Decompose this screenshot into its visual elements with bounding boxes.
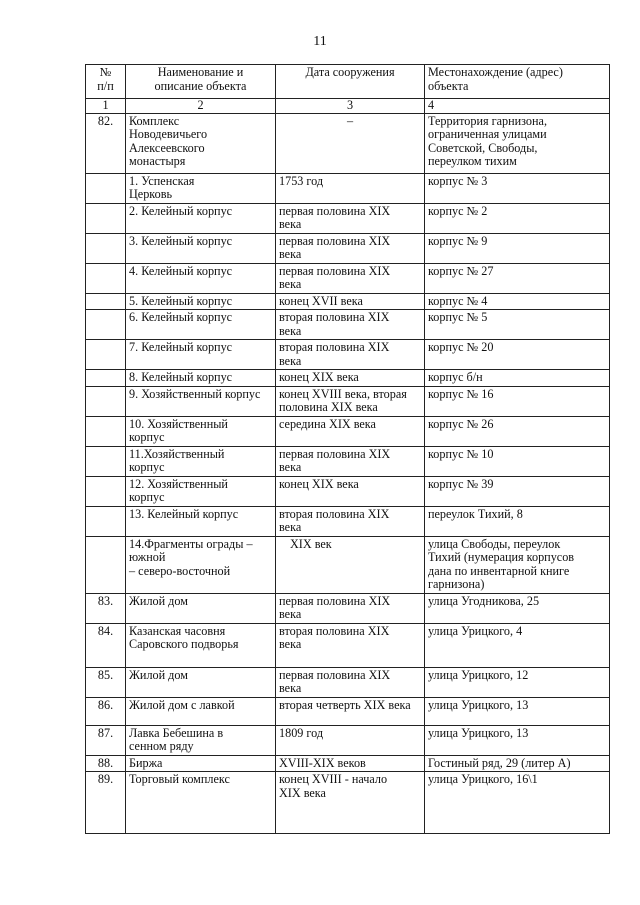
table-row xyxy=(86,370,610,387)
object-name: Лавка Бебешина в сенном ряду xyxy=(126,725,276,755)
object-location: корпус б/н xyxy=(425,370,610,387)
construction-date: вторая половина XIX века xyxy=(276,506,425,536)
table-row xyxy=(86,310,610,340)
object-location: корпус № 5 xyxy=(425,310,610,340)
object-name: 11.Хозяйственный корпус xyxy=(126,446,276,476)
object-name: 5. Келейный корпус xyxy=(126,293,276,310)
construction-date: вторая половина XIX века xyxy=(276,340,425,370)
row-number: 89. xyxy=(86,772,126,834)
row-number: 87. xyxy=(86,725,126,755)
object-location: улица Урицкого, 16\1 xyxy=(425,772,610,834)
object-location: корпус № 16 xyxy=(425,386,610,416)
row-number xyxy=(86,340,126,370)
page-number: 11 xyxy=(313,34,327,49)
table-row xyxy=(86,386,610,416)
header-date: Дата сооружения xyxy=(276,65,425,99)
table-row xyxy=(86,697,610,725)
construction-date: первая половина XIX века xyxy=(276,446,425,476)
object-name: 7. Келейный корпус xyxy=(126,340,276,370)
table-row xyxy=(86,623,610,667)
heritage-objects-table xyxy=(85,64,610,834)
row-number xyxy=(86,446,126,476)
row-number xyxy=(86,386,126,416)
row-number: 88. xyxy=(86,755,126,772)
table-row xyxy=(86,293,610,310)
table-row xyxy=(86,476,610,506)
object-name: Жилой дом xyxy=(126,593,276,623)
row-number xyxy=(86,233,126,263)
construction-date: вторая половина XIX века xyxy=(276,623,425,667)
construction-date: конец XVIII - начало XIX века xyxy=(276,772,425,834)
object-name: 2. Келейный корпус xyxy=(126,203,276,233)
header-name: Наименование и описание объекта xyxy=(126,65,276,99)
object-location: улица Свободы, переулок Тихий (нумерация корпусов дана по инвентарной книге гарнизона) xyxy=(425,536,610,593)
construction-date: конец XVIII века, вторая половина XIX века xyxy=(276,386,425,416)
object-location: корпус № 20 xyxy=(425,340,610,370)
construction-date: вторая четверть XIX века xyxy=(276,697,425,725)
row-number: 83. xyxy=(86,593,126,623)
object-name: Жилой дом с лавкой xyxy=(126,697,276,725)
construction-date: XIX век xyxy=(276,536,425,593)
object-name: 4. Келейный корпус xyxy=(126,263,276,293)
object-location: корпус № 9 xyxy=(425,233,610,263)
row-number xyxy=(86,293,126,310)
object-name: 14.Фрагменты ограды – южной – северо-восточной xyxy=(126,536,276,593)
object-location: Гостиный ряд, 29 (литер А) xyxy=(425,755,610,772)
construction-date: 1753 год xyxy=(276,173,425,203)
construction-date: первая половина XIX века xyxy=(276,263,425,293)
table-row xyxy=(86,593,610,623)
table-row xyxy=(86,203,610,233)
row-number: 85. xyxy=(86,667,126,697)
table-row xyxy=(86,755,610,772)
header-location: Местонахождение (адрес) объекта xyxy=(425,65,610,99)
object-location: улица Урицкого, 13 xyxy=(425,725,610,755)
construction-date: – xyxy=(276,113,425,173)
object-name: Торговый комплекс xyxy=(126,772,276,834)
object-location: корпус № 27 xyxy=(425,263,610,293)
object-location: Территория гарнизона, ограниченная улицами Советской, Свободы, переулком тихим xyxy=(425,113,610,173)
object-name: 8. Келейный корпус xyxy=(126,370,276,387)
construction-date: конец XIX века xyxy=(276,370,425,387)
row-number xyxy=(86,506,126,536)
object-location: корпус № 3 xyxy=(425,173,610,203)
table-row xyxy=(86,113,610,173)
table-row xyxy=(86,536,610,593)
object-name: 9. Хозяйственный корпус xyxy=(126,386,276,416)
construction-date: середина XIX века xyxy=(276,416,425,446)
table-row xyxy=(86,506,610,536)
row-number: 86. xyxy=(86,697,126,725)
object-location: улица Угодникова, 25 xyxy=(425,593,610,623)
header-num: № п/п xyxy=(86,65,126,99)
object-name: 3. Келейный корпус xyxy=(126,233,276,263)
object-name: 1. Успенская Церковь xyxy=(126,173,276,203)
row-number xyxy=(86,203,126,233)
object-location: корпус № 26 xyxy=(425,416,610,446)
object-location: улица Урицкого, 4 xyxy=(425,623,610,667)
object-name: Комплекс Новодевичьего Алексеевского монастыря xyxy=(126,113,276,173)
construction-date: XVIII-XIX веков xyxy=(276,755,425,772)
table-row xyxy=(86,416,610,446)
object-name: 12. Хозяйственный корпус xyxy=(126,476,276,506)
construction-date: первая половина XIX века xyxy=(276,233,425,263)
row-number xyxy=(86,476,126,506)
object-name: 13. Келейный корпус xyxy=(126,506,276,536)
construction-date: 1809 год xyxy=(276,725,425,755)
object-location: корпус № 10 xyxy=(425,446,610,476)
object-location: улица Урицкого, 12 xyxy=(425,667,610,697)
row-number xyxy=(86,370,126,387)
object-location: переулок Тихий, 8 xyxy=(425,506,610,536)
row-number: 82. xyxy=(86,113,126,173)
object-location: корпус № 2 xyxy=(425,203,610,233)
table-row xyxy=(86,340,610,370)
table-row xyxy=(86,233,610,263)
row-number xyxy=(86,310,126,340)
row-number xyxy=(86,416,126,446)
object-location: корпус № 39 xyxy=(425,476,610,506)
object-name: Казанская часовня Саровского подворья xyxy=(126,623,276,667)
table-row xyxy=(86,263,610,293)
table-header-row xyxy=(86,65,610,99)
column-index-row xyxy=(86,99,610,114)
row-number xyxy=(86,536,126,593)
construction-date: первая половина XIX века xyxy=(276,203,425,233)
table-row xyxy=(86,173,610,203)
object-name: 10. Хозяйственный корпус xyxy=(126,416,276,446)
construction-date: вторая половина XIX века xyxy=(276,310,425,340)
column-index: 2 xyxy=(126,99,276,114)
construction-date: конец XVII века xyxy=(276,293,425,310)
construction-date: первая половина XIX века xyxy=(276,667,425,697)
row-number xyxy=(86,173,126,203)
table-row xyxy=(86,667,610,697)
row-number: 84. xyxy=(86,623,126,667)
object-location: улица Урицкого, 13 xyxy=(425,697,610,725)
object-name: 6. Келейный корпус xyxy=(126,310,276,340)
object-location: корпус № 4 xyxy=(425,293,610,310)
construction-date: первая половина XIX века xyxy=(276,593,425,623)
table-row xyxy=(86,725,610,755)
table-row xyxy=(86,772,610,834)
column-index: 3 xyxy=(276,99,425,114)
construction-date: конец XIX века xyxy=(276,476,425,506)
object-name: Биржа xyxy=(126,755,276,772)
object-name: Жилой дом xyxy=(126,667,276,697)
table-row xyxy=(86,446,610,476)
row-number xyxy=(86,263,126,293)
column-index: 1 xyxy=(86,99,126,114)
column-index: 4 xyxy=(425,99,610,114)
